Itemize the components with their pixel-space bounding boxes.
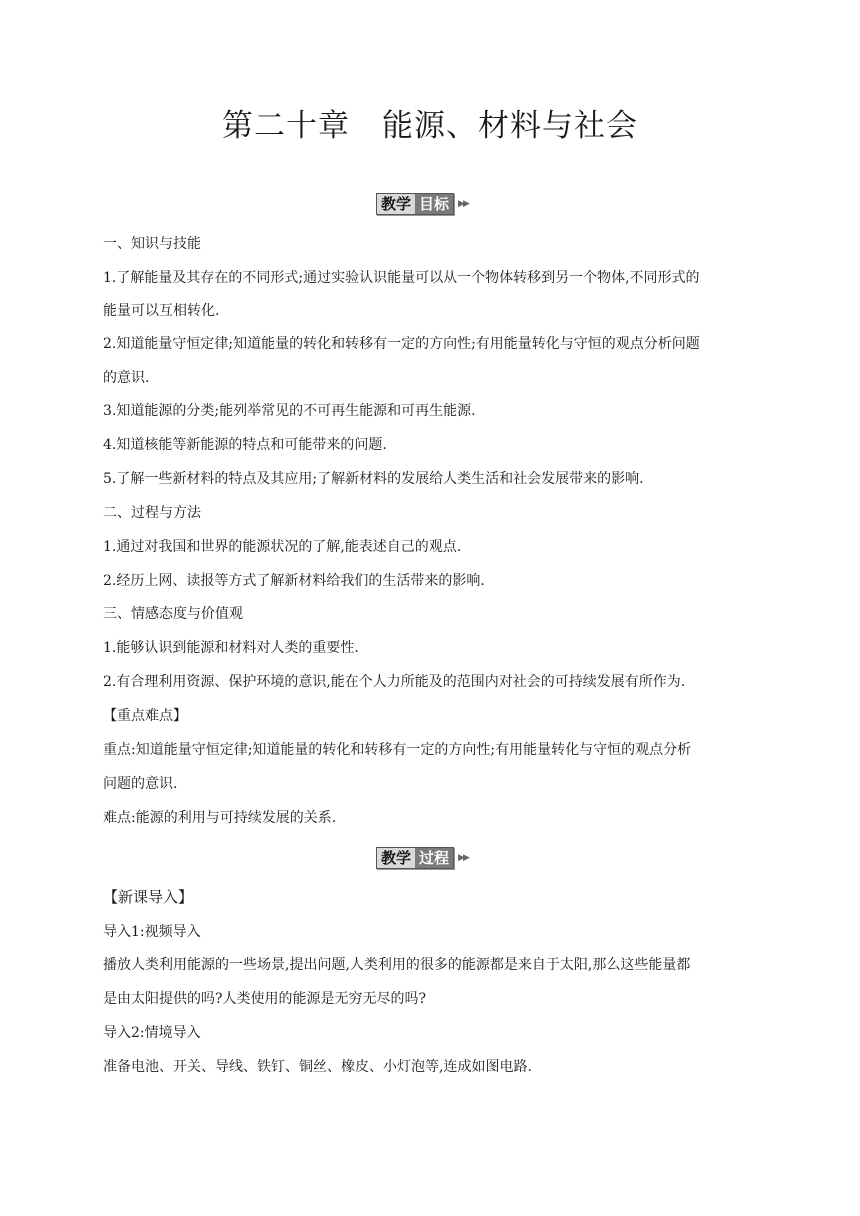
section-heading: 【新课导入】: [103, 888, 194, 906]
banner-label-part2: 目标: [415, 194, 453, 214]
banner-box: [376, 847, 454, 869]
text-line: 二、过程与方法: [103, 505, 201, 521]
text-line: 1.了解能量及其存在的不同形式;通过实验认识能量可以从一个物体转移到另一个物体,不同形式的: [103, 270, 700, 286]
text-line: 是由太阳提供的吗?人类使用的能源是无穷无尽的吗?: [103, 991, 427, 1007]
text-line: 准备电池、开关、导线、铁钉、铜丝、橡皮、小灯泡等,连成如图电路.: [103, 1059, 532, 1075]
text-line: 能量可以互相转化.: [103, 303, 220, 319]
text-line: 5.了解一些新材料的特点及其应用;了解新材料的发展给人类生活和社会发展带来的影响.: [103, 471, 644, 487]
text-line: 1.能够认识到能源和材料对人类的重要性.: [103, 640, 359, 656]
text-line: 的意识.: [103, 370, 150, 386]
text-line: 导入2:情境导入: [103, 1025, 201, 1041]
text-line: 2.经历上网、读报等方式了解新材料给我们的生活带来的影响.: [103, 573, 485, 589]
banner-box: [376, 193, 454, 215]
text-line: 导入1:视频导入: [103, 924, 201, 940]
text-line: 4.知道核能等新能源的特点和可能带来的问题.: [103, 437, 387, 453]
double-arrow-icon: ▶▶: [458, 199, 468, 209]
text-line: 播放人类利用能源的一些场景,提出问题,人类利用的很多的能源都是来自于太阳,那么这些能量都: [103, 957, 691, 973]
teaching-goals-banner: [376, 193, 468, 215]
text-line: 2.知道能量守恒定律;知道能量的转化和转移有一定的方向性;有用能量转化与守恒的观点分析问题: [103, 336, 700, 352]
text-line: 难点:能源的利用与可持续发展的关系.: [103, 810, 337, 826]
text-line: 问题的意识.: [103, 776, 178, 792]
text-line: 1.通过对我国和世界的能源状况的了解,能表述自己的观点.: [103, 539, 462, 555]
text-line: 3.知道能源的分类;能列举常见的不可再生能源和可再生能源.: [103, 403, 476, 419]
banner-label-part1: 教学: [377, 194, 415, 214]
banner-label-part1: 教学: [377, 848, 415, 868]
double-arrow-icon: ▶▶: [458, 853, 468, 863]
text-line: 三、情感态度与价值观: [103, 606, 243, 622]
chapter-title: 第二十章 能源、材料与社会: [222, 108, 638, 144]
text-line: 2.有合理利用资源、保护环境的意识,能在个人力所能及的范围内对社会的可持续发展有所作为.: [103, 674, 686, 690]
text-line: 一、知识与技能: [103, 236, 201, 252]
text-line: 重点:知道能量守恒定律;知道能量的转化和转移有一定的方向性;有用能量转化与守恒的观点分析: [103, 742, 692, 758]
teaching-process-banner: [376, 847, 468, 869]
banner-label-part2: 过程: [415, 848, 453, 868]
section-heading: 【重点难点】: [103, 708, 187, 724]
